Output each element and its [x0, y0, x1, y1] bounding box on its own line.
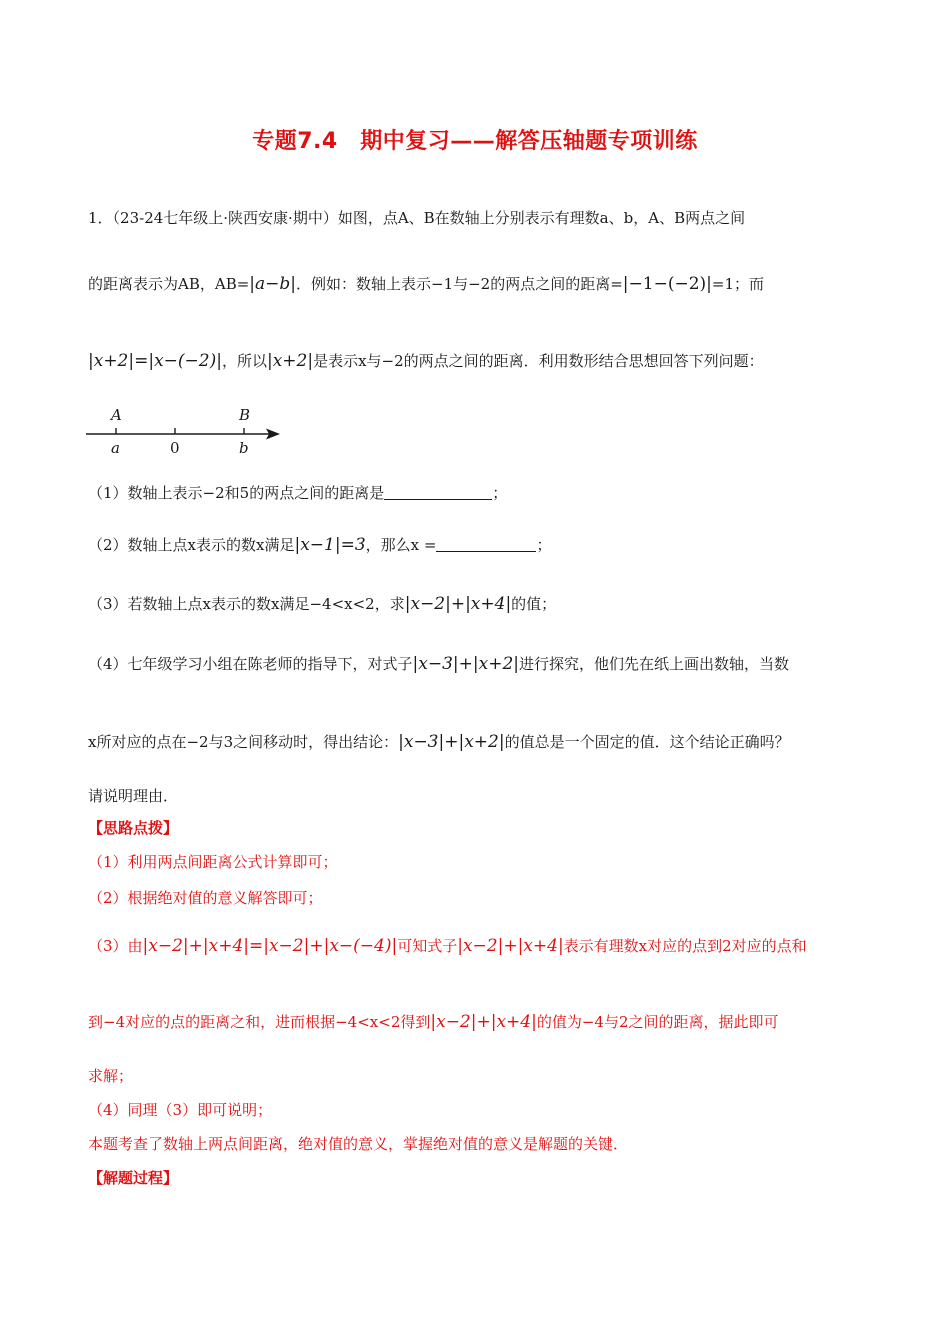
problem-text-2a: 的距离表示为AB，AB= — [88, 275, 250, 293]
hint-4: （4）同理（3）即可说明； — [88, 1101, 273, 1119]
problem-text-1: 如图，点A、B在数轴上分别表示有理数a、b，A、B两点之间 — [337, 209, 746, 227]
question-2 — [88, 533, 551, 557]
value-b-label: b — [239, 439, 249, 457]
value-zero-label: 0 — [170, 439, 180, 457]
question-1 — [88, 481, 507, 505]
hint-3-text-e: 表示有理数x对应的点到2对应的点和 — [563, 937, 807, 955]
hint-1: （1）利用两点间距离公式计算即可； — [88, 853, 338, 871]
hint-2: （2）根据绝对值的意义解答即可； — [88, 889, 323, 907]
value-a-label: a — [111, 439, 120, 457]
formula-q4-sum: |x−3|+|x+2| — [412, 654, 519, 674]
hint-3-text-a: （3）由 — [88, 937, 143, 955]
point-a-label: A — [111, 406, 122, 424]
solution-heading: 【解题过程】 — [88, 1169, 179, 1187]
hint-summary: 本题考查了数轴上两点间距离，绝对值的意义，掌握绝对值的意义是解题的关键． — [88, 1135, 629, 1153]
question-1-text: （1）数轴上表示−2和5的两点之间的距离是 — [88, 484, 385, 502]
question-4-text-2a: x所对应的点在−2与3之间移动时，得出结论： — [88, 733, 399, 751]
number-line-figure — [84, 402, 284, 462]
question-2-text: （2）数轴上点x表示的数x满足 — [88, 536, 295, 554]
hint-3 — [88, 934, 807, 958]
formula-hint-3-sum-2: |x−2|+|x+4| — [430, 1012, 537, 1032]
formula-abs-x-plus-2: |x+2| — [266, 351, 314, 371]
question-4-line-2 — [88, 730, 790, 754]
question-4-text-2c: 的值总是一个固定的值．这个结论正确吗？ — [504, 733, 790, 751]
question-3 — [88, 592, 556, 616]
hint-3-text-c: 可知式子 — [397, 937, 458, 955]
formula-hint-3-equation: |x−2|+|x+4|=|x−2|+|x−(−4)| — [142, 936, 398, 956]
problem-text-3b: ，所以 — [221, 352, 267, 370]
formula-hint-3-sum: |x−2|+|x+4| — [457, 936, 564, 956]
hint-3-line-3: 求解； — [88, 1067, 134, 1085]
problem-line-2 — [88, 272, 764, 296]
question-4-text: （4）七年级学习小组在陈老师的指导下，对式子 — [88, 655, 413, 673]
formula-abs-x-minus-1: |x−1|=3 — [294, 535, 366, 555]
problem-source: （23-24七年级上·陕西安康·期中） — [112, 209, 338, 227]
problem-number: 1． — [88, 209, 113, 227]
question-3-text: （3）若数轴上点x表示的数x满足−4<x<2，求 — [88, 595, 405, 613]
formula-q3-sum: |x−2|+|x+4| — [404, 594, 512, 614]
formula-abs-a-minus-b: |a−b| — [249, 274, 296, 294]
question-4 — [88, 652, 789, 676]
answer-blank-2[interactable] — [436, 537, 536, 552]
question-1-end: ； — [492, 484, 508, 502]
problem-line-3 — [88, 349, 764, 373]
question-2-end: ； — [536, 536, 552, 554]
problem-text-3d: 是表示x与−2的两点之间的距离．利用数形结合思想回答下列问题： — [313, 352, 764, 370]
point-b-label: B — [239, 406, 251, 424]
hint-3-text-2a: 到−4对应的点的距离之和，进而根据−4<x<2得到 — [88, 1013, 431, 1031]
question-2-text-c: ，那么x = — [365, 536, 437, 554]
hint-heading: 【思路点拨】 — [88, 819, 179, 837]
hint-3-line-2 — [88, 1010, 779, 1034]
problem-line-1 — [88, 206, 745, 230]
question-3-end: 的值； — [511, 595, 557, 613]
formula-x-plus-2: |x+2|=|x−(−2)| — [88, 351, 222, 371]
page-title: 专题7.4 期中复习——解答压轴题专项训练 — [252, 129, 698, 154]
question-4-line-3: 请说明理由． — [88, 787, 179, 805]
hint-3-text-2c: 的值为−4与2之间的距离，据此即可 — [536, 1013, 779, 1031]
question-4-text-c: 进行探究，他们先在纸上画出数轴，当数 — [519, 655, 790, 673]
formula-q4-sum-2: |x−3|+|x+2| — [398, 732, 505, 752]
formula-example-distance: |−1−(−2)| — [622, 274, 712, 294]
problem-text-2e: =1；而 — [711, 275, 765, 293]
problem-text-2c: ．例如：数轴上表示−1与−2的两点之间的距离= — [296, 275, 623, 293]
answer-blank-1[interactable] — [384, 485, 492, 500]
